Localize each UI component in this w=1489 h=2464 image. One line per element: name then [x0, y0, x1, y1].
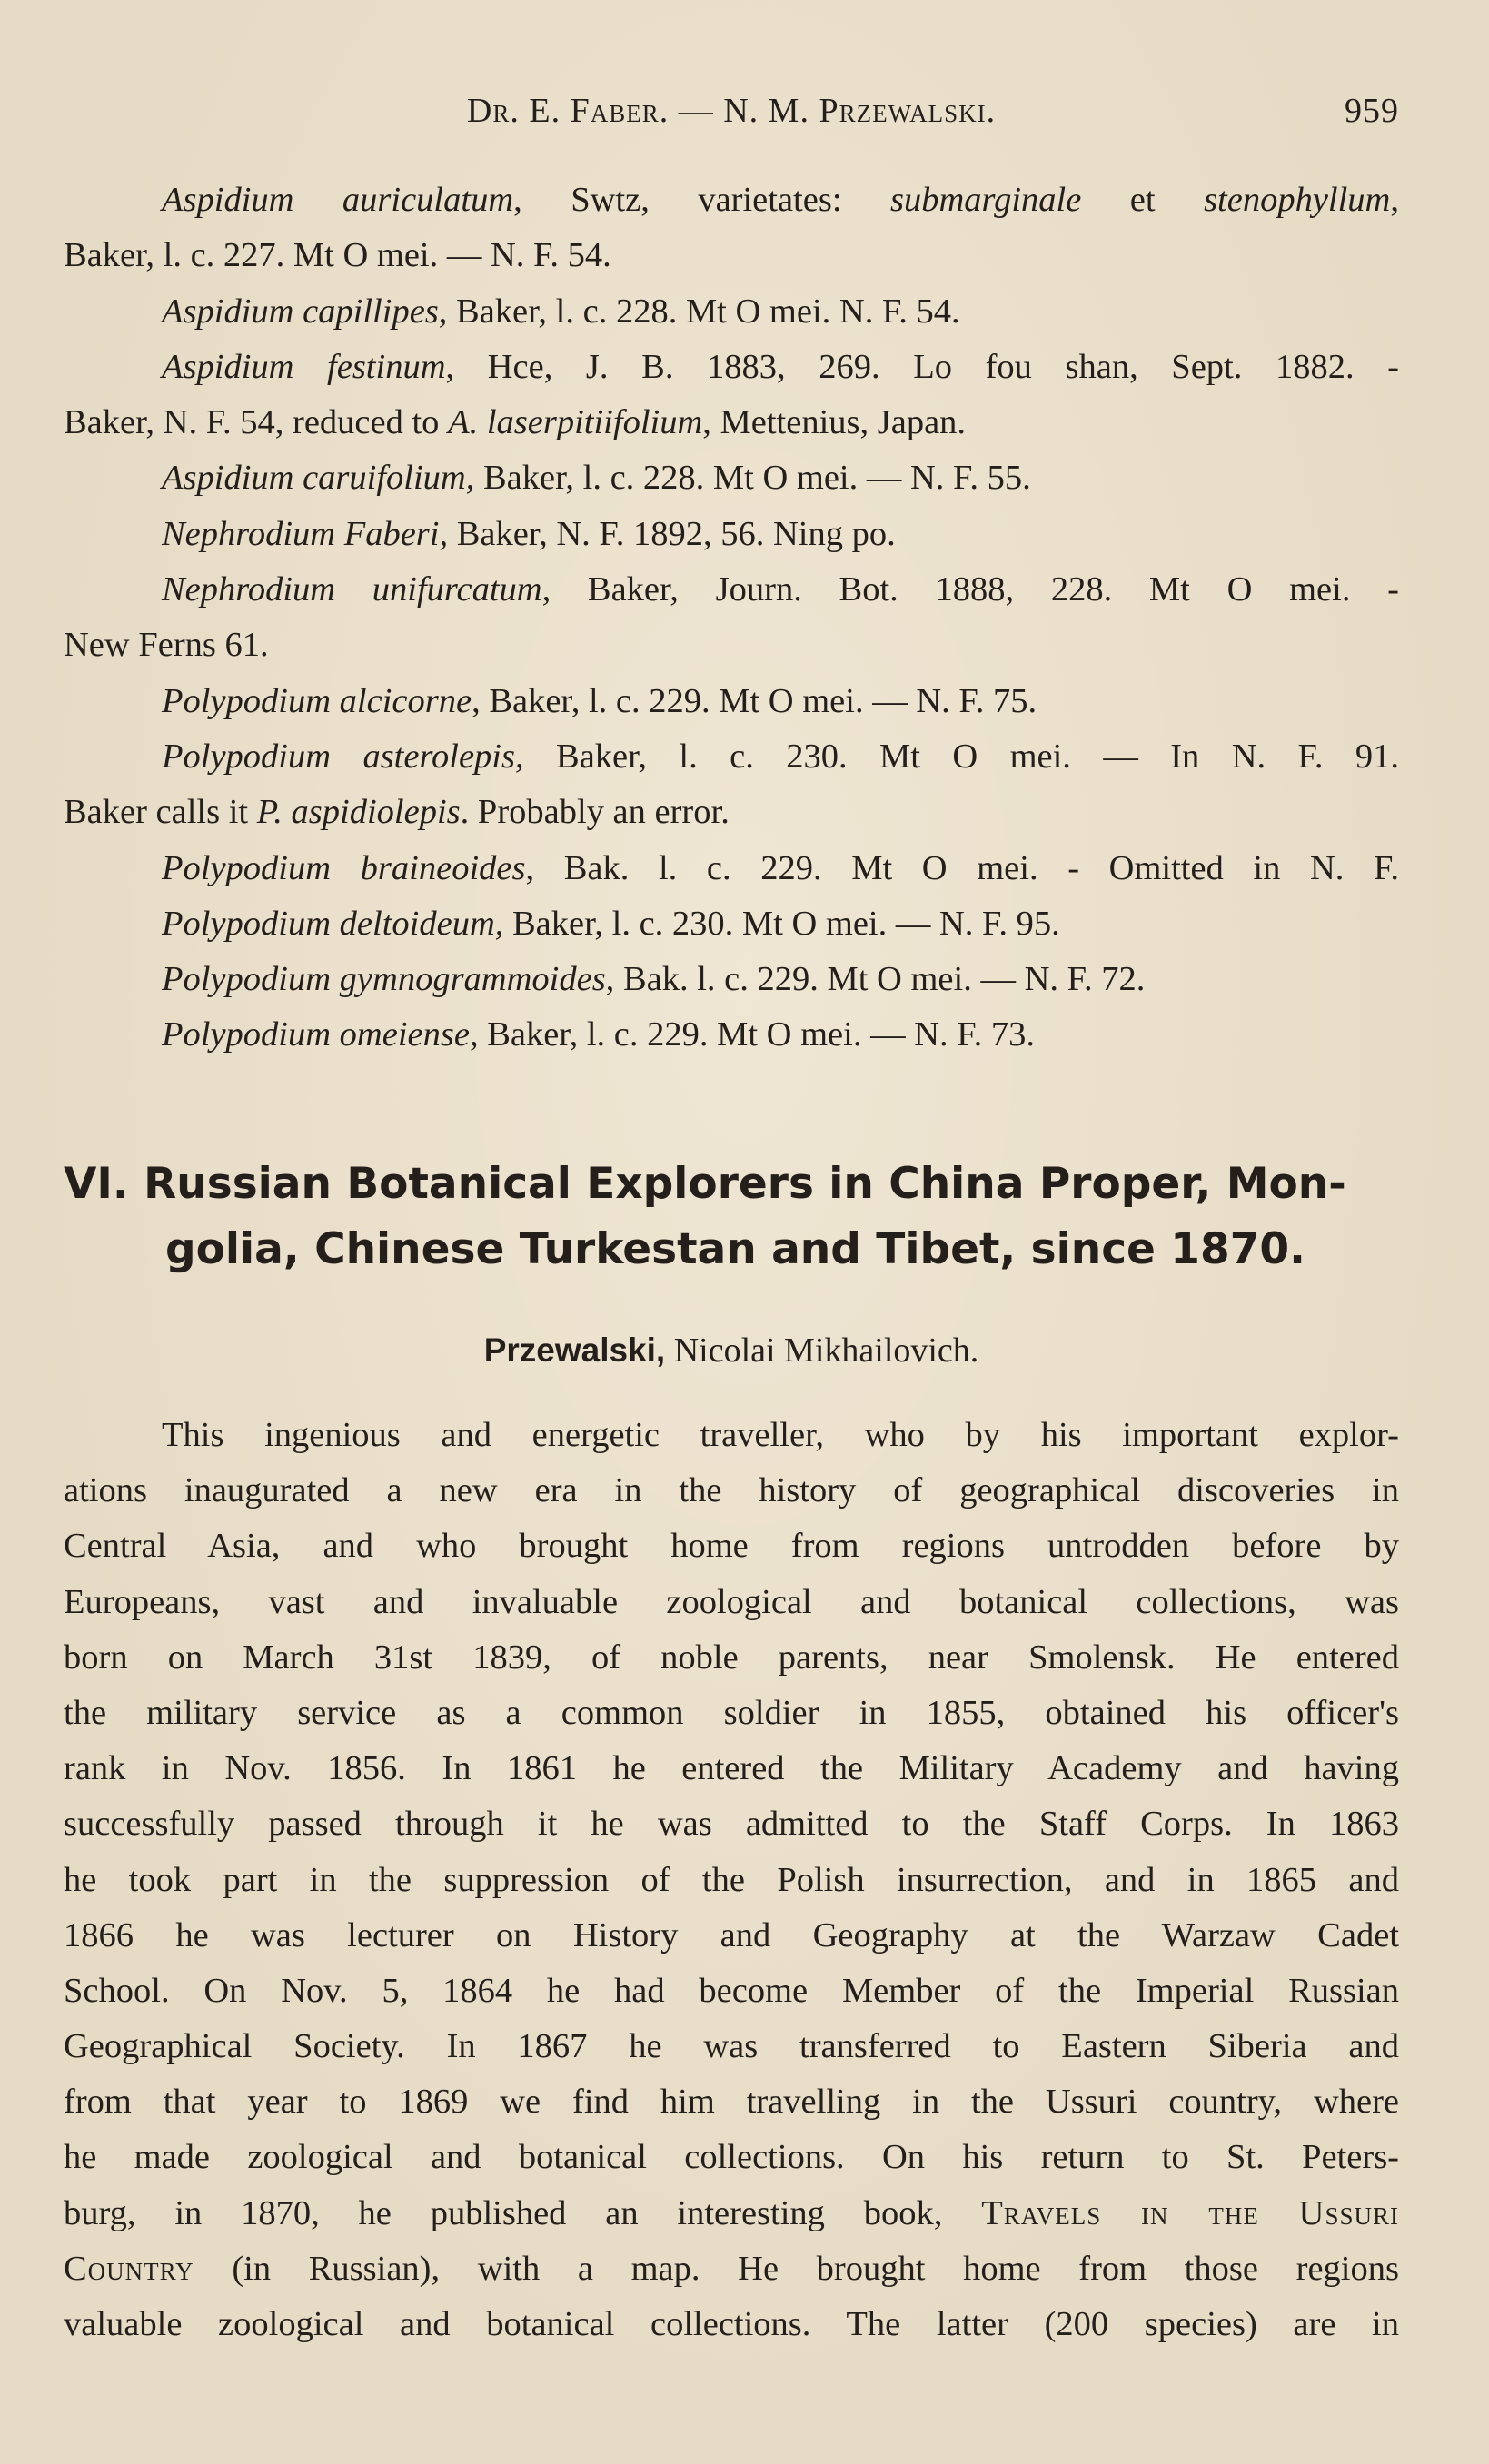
entry-line: Aspidium caruifolium, Baker, l. c. 228. Mt O mei. — N. F. 55. [162, 459, 1031, 498]
body-line: Central Asia, and who brought home from regions untrodden before by [64, 1527, 1399, 1566]
entry-line: Polypodium asterolepis, Baker, l. c. 230. Mt O mei. — In N. F. 91. [162, 737, 1399, 776]
section-heading-line-1: VI. Russian Botanical Explorers in China Proper, Mon- [64, 1159, 1346, 1209]
entry-line: Aspidium festinum, Hce, J. B. 1883, 269. Lo fou shan, Sept. 1882. - [162, 347, 1399, 386]
body-line: successfully passed through it he was admitted to the Staff Corps. In 1863 [64, 1805, 1399, 1844]
entry-line: Polypodium gymnogrammoides, Bak. l. c. 229. Mt O mei. — N. F. 72. [162, 960, 1146, 999]
entry-continuation-line: New Ferns 61. [64, 626, 269, 665]
section-heading-line-2: golia, Chinese Turkestan and Tibet, since 1870. [165, 1224, 1305, 1274]
body-line-with-title: burg, in 1870, he published an interesting book, Travels in the Ussuri [64, 2193, 1400, 2232]
body-line: rank in Nov. 1856. In 1861 he entered the Military Academy and having [64, 1749, 1399, 1788]
explorer-given-names: Nicolai Mikhailovich. [665, 1331, 979, 1370]
book-title: Travels in the Ussuri [981, 2193, 1400, 2232]
body-line: born on March 31st 1839, of noble parents, near Smolensk. He entered [64, 1638, 1399, 1677]
section-heading [64, 1152, 1399, 1282]
body-line: he made zoological and botanical collections. On his return to St. Peters- [64, 2138, 1399, 2177]
body-line: from that year to 1869 we find him travelling in the Ussuri country, where [64, 2083, 1399, 2122]
body-line: This ingenious and energetic traveller, who by his important explor- [162, 1416, 1399, 1454]
explorer-name: Przewalski, [483, 1331, 666, 1369]
body-line: School. On Nov. 5, 1864 he had become Member of the Imperial Russian [64, 1971, 1399, 2010]
entry-line: Aspidium capillipes, Baker, l. c. 228. Mt O mei. N. F. 54. [162, 292, 960, 331]
entry-line: Aspidium auriculatum, Swtz, varietates: submarginale et stenophyllum, [162, 181, 1399, 219]
entry-line: Polypodium deltoideum, Baker, l. c. 230. Mt O mei. — N. F. 95. [162, 904, 1060, 943]
entry-continuation-line: Baker calls it P. aspidiolepis. Probably an error. [64, 793, 730, 832]
body-line: valuable zoological and botanical collections. The latter (200 species) are in [64, 2305, 1399, 2343]
body-line: the military service as a common soldier in 1855, obtained his officer's [64, 1693, 1399, 1732]
entry-line: Nephrodium unifurcatum, Baker, Journ. Bot. 1888, 228. Mt O mei. - [162, 570, 1399, 609]
body-line: Geographical Society. In 1867 he was transferred to Eastern Siberia and [64, 2027, 1399, 2066]
entry-line: Nephrodium Faberi, Baker, N. F. 1892, 56. Ning po. [162, 514, 896, 553]
entry-line: Polypodium omeiense, Baker, l. c. 229. Mt O mei. — N. F. 73. [162, 1015, 1035, 1054]
running-head: Dr. E. Faber. — N. M. Przewalski. [466, 92, 997, 130]
page-header [64, 91, 1399, 145]
body-line: 1866 he was lecturer on History and Geography at the Warzaw Cadet [64, 1915, 1399, 1954]
entry-continuation-line: Baker, l. c. 227. Mt O mei. — N. F. 54. [64, 236, 611, 275]
biography-subheading [64, 1331, 1399, 1371]
biography-body [64, 1408, 1399, 2352]
body-line: Country (in Russian), with a map. He brought home from those regions [64, 2249, 1399, 2288]
fern-entries-list [64, 173, 1399, 1064]
entry-line: Polypodium braineoides, Bak. l. c. 229. Mt O mei. - Omitted in N. F. [162, 848, 1400, 887]
body-line: Europeans, vast and invaluable zoological and botanical collections, was [64, 1582, 1399, 1621]
body-line: ations inaugurated a new era in the history of geographical discoveries in [64, 1471, 1399, 1510]
body-line: he took part in the suppression of the Polish insurrection, and in 1865 and [64, 1860, 1399, 1899]
entry-continuation-line: Baker, N. F. 54, reduced to A. laserpitiifolium, Mettenius, Japan. [64, 403, 967, 442]
entry-line: Polypodium alcicorne, Baker, l. c. 229. Mt O mei. — N. F. 75. [162, 681, 1037, 720]
page-number: 959 [1345, 92, 1399, 130]
